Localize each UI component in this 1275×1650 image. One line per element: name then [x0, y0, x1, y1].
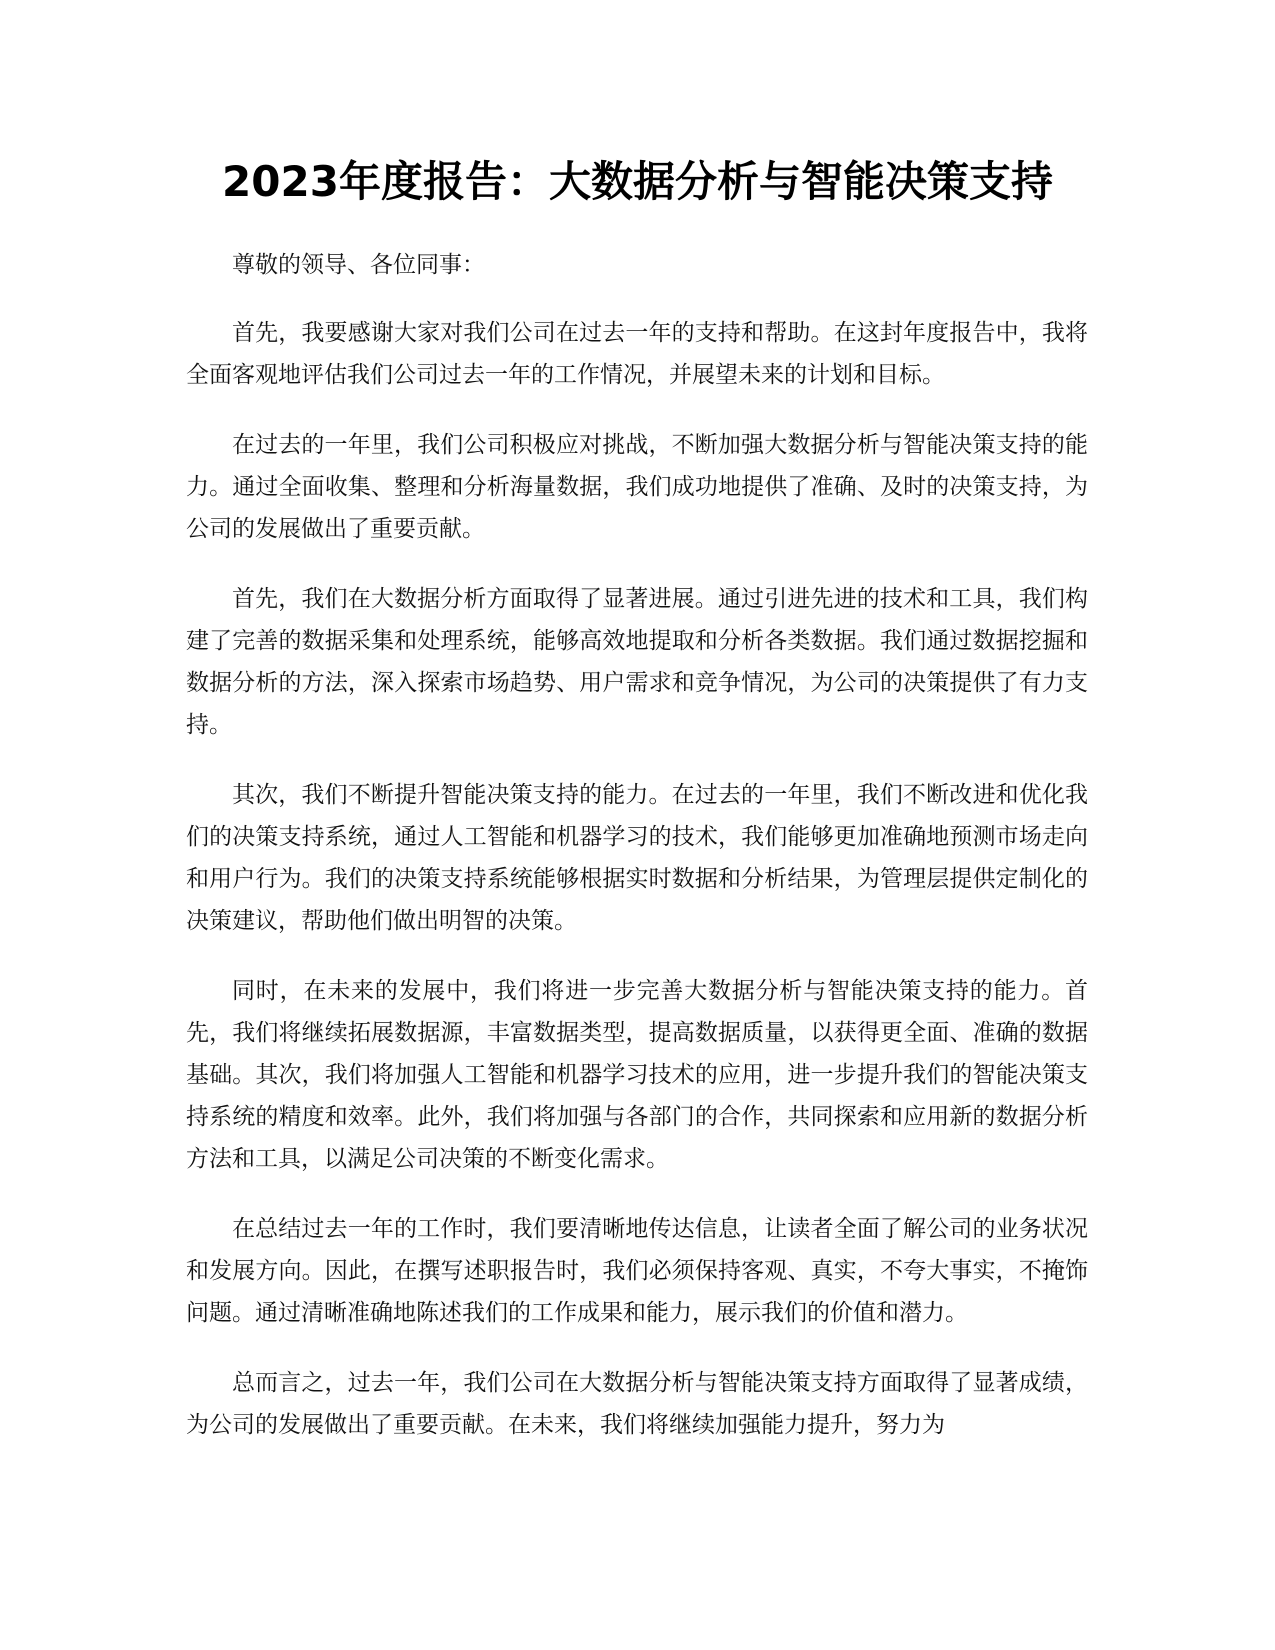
paragraph: 首先，我要感谢大家对我们公司在过去一年的支持和帮助。在这封年度报告中，我将全面客观地评估我们公司过去一年的工作情况，并展望未来的计划和目标。: [186, 320, 1088, 388]
paragraph: 其次，我们不断提升智能决策支持的能力。在过去的一年里，我们不断改进和优化我们的决策支持系统，通过人工智能和机器学习的技术，我们能够更加准确地预测市场走向和用户行为。我们的决策支持系统能够根据实时数据和分析结果，为管理层提供定制化的决策建议，帮助他们做出明智的决策。: [186, 782, 1088, 934]
paragraph: 首先，我们在大数据分析方面取得了显著进展。通过引进先进的技术和工具，我们构建了完善的数据采集和处理系统，能够高效地提取和分析各类数据。我们通过数据挖掘和数据分析的方法，深入探索市场趋势、用户需求和竞争情况，为公司的决策提供了有力支持。: [186, 586, 1088, 738]
paragraph: 在过去的一年里，我们公司积极应对挑战，不断加强大数据分析与智能决策支持的能力。通过全面收集、整理和分析海量数据，我们成功地提供了准确、及时的决策支持，为公司的发展做出了重要贡献。: [186, 432, 1088, 542]
paragraph: 总而言之，过去一年，我们公司在大数据分析与智能决策支持方面取得了显著成绩，为公司的发展做出了重要贡献。在未来，我们将继续加强能力提升，努力为: [186, 1370, 1088, 1438]
document-body: [186, 244, 1088, 1474]
greeting-line: 尊敬的领导、各位同事：: [232, 252, 485, 278]
paragraph: 同时，在未来的发展中，我们将进一步完善大数据分析与智能决策支持的能力。首先，我们将继续拓展数据源，丰富数据类型，提高数据质量，以获得更全面、准确的数据基础。其次，我们将加强人工智能和机器学习技术的应用，进一步提升我们的智能决策支持系统的精度和效率。此外，我们将加强与各部门的合作，共同探索和应用新的数据分析方法和工具，以满足公司决策的不断变化需求。: [186, 978, 1088, 1172]
paragraph: 在总结过去一年的工作时，我们要清晰地传达信息，让读者全面了解公司的业务状况和发展方向。因此，在撰写述职报告时，我们必须保持客观、真实，不夸大事实，不掩饰问题。通过清晰准确地陈述我们的工作成果和能力，展示我们的价值和潜力。: [186, 1216, 1088, 1326]
document-title: 2023年度报告：大数据分析与智能决策支持: [222, 157, 1053, 206]
